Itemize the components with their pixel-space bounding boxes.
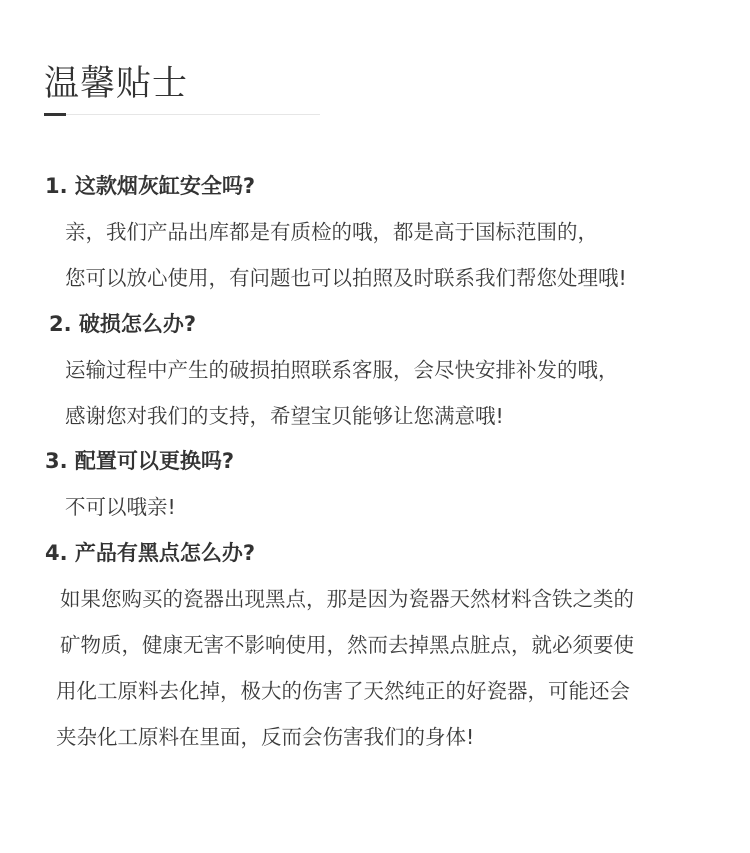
page-title: 温馨贴士 — [44, 64, 189, 104]
faq-answer-4-line-4: 夹杂化工原料在里面，反而会伤害我们的身体! — [56, 725, 475, 749]
title-divider — [44, 114, 320, 115]
faq-answer-1-line-1: 亲，我们产品出库都是有质检的哦，都是高于国标范围的， — [65, 220, 598, 244]
faq-answer-4-line-1: 如果您购买的瓷器出现黑点，那是因为瓷器天然材料含铁之类的 — [60, 587, 634, 611]
faq-answer-1-line-2: 您可以放心使用，有问题也可以拍照及时联系我们帮您处理哦! — [65, 266, 627, 290]
faq-question-2: 2. 破损怎么办? — [49, 312, 197, 336]
faq-answer-4-line-3: 用化工原料去化掉，极大的伤害了天然纯正的好瓷器，可能还会 — [56, 679, 630, 703]
faq-answer-4-line-2: 矿物质，健康无害不影响使用，然而去掉黑点脏点，就必须要使 — [60, 633, 634, 657]
faq-question-4: 4. 产品有黑点怎么办? — [45, 541, 256, 565]
faq-answer-3-line-1: 不可以哦亲! — [65, 495, 176, 519]
title-accent-bar — [44, 113, 66, 116]
faq-question-1: 1. 这款烟灰缸安全吗? — [45, 174, 256, 198]
faq-answer-2-line-2: 感谢您对我们的支持，希望宝贝能够让您满意哦! — [65, 404, 504, 428]
faq-question-3: 3. 配置可以更换吗? — [45, 449, 235, 473]
faq-answer-2-line-1: 运输过程中产生的破损拍照联系客服，会尽快安排补发的哦， — [65, 358, 619, 382]
